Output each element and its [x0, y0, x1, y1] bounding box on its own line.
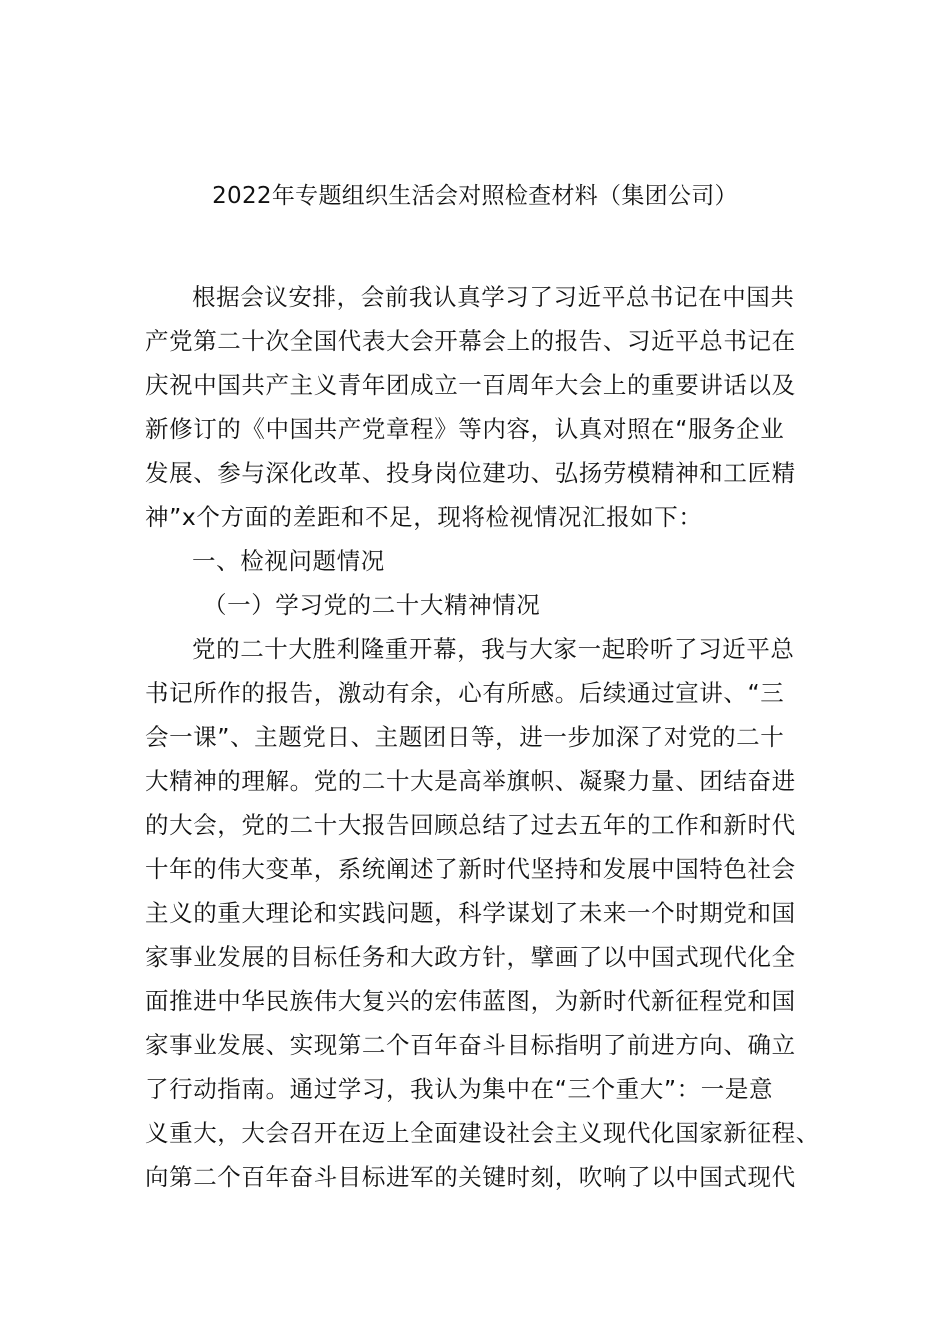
paragraph-line: 会一课”、主题党日、主题团日等，进一步加深了对党的二十: [145, 723, 785, 751]
paragraph-line: 义重大，大会召开在迈上全面建设社会主义现代化国家新征程、: [145, 1119, 820, 1147]
paragraph-line: 大精神的理解。党的二十大是高举旗帜、凝聚力量、团结奋进: [145, 767, 796, 795]
section-heading: 一、检视问题情况: [192, 547, 385, 575]
paragraph-line: 书记所作的报告，激动有余，心有所感。后续通过宣讲、“三: [145, 679, 785, 707]
paragraph-line: 了行动指南。通过学习，我认为集中在“三个重大”：一是意: [145, 1075, 774, 1103]
subsection-heading: （一）学习党的二十大精神情况: [203, 591, 541, 619]
paragraph-line: 家事业发展、实现第二个百年奋斗目标指明了前进方向、确立: [145, 1031, 796, 1059]
document-body: [145, 275, 820, 1199]
paragraph-line: 产党第二十次全国代表大会开幕会上的报告、习近平总书记在: [145, 327, 796, 355]
paragraph-line: 神”x个方面的差距和不足，现将检视情况汇报如下：: [145, 503, 703, 531]
paragraph-line: 向第二个百年奋斗目标进军的关键时刻，吹响了以中国式现代: [145, 1163, 796, 1191]
paragraph-line: 党的二十大胜利隆重开幕，我与大家一起聆听了习近平总: [192, 635, 795, 663]
paragraph-line: 主义的重大理论和实践问题，科学谋划了未来一个时期党和国: [145, 899, 796, 927]
paragraph-line: 家事业发展的目标任务和大政方针，擘画了以中国式现代化全: [145, 943, 796, 971]
paragraph-line: 发展、参与深化改革、投身岗位建功、弘扬劳模精神和工匠精: [145, 459, 796, 487]
paragraph-line: 新修订的《中国共产党章程》等内容，认真对照在“服务企业: [145, 415, 785, 443]
paragraph-line: 面推进中华民族伟大复兴的宏伟蓝图，为新时代新征程党和国: [145, 987, 796, 1015]
paragraph-line: 十年的伟大变革，系统阐述了新时代坚持和发展中国特色社会: [145, 855, 796, 883]
paragraph-line: 的大会，党的二十大报告回顾总结了过去五年的工作和新时代: [145, 811, 796, 839]
paragraph-line: 庆祝中国共产主义青年团成立一百周年大会上的重要讲话以及: [145, 371, 796, 399]
paragraph-line: 根据会议安排，会前我认真学习了习近平总书记在中国共: [192, 283, 795, 311]
document-title: 2022年专题组织生活会对照检查材料（集团公司）: [212, 183, 738, 209]
